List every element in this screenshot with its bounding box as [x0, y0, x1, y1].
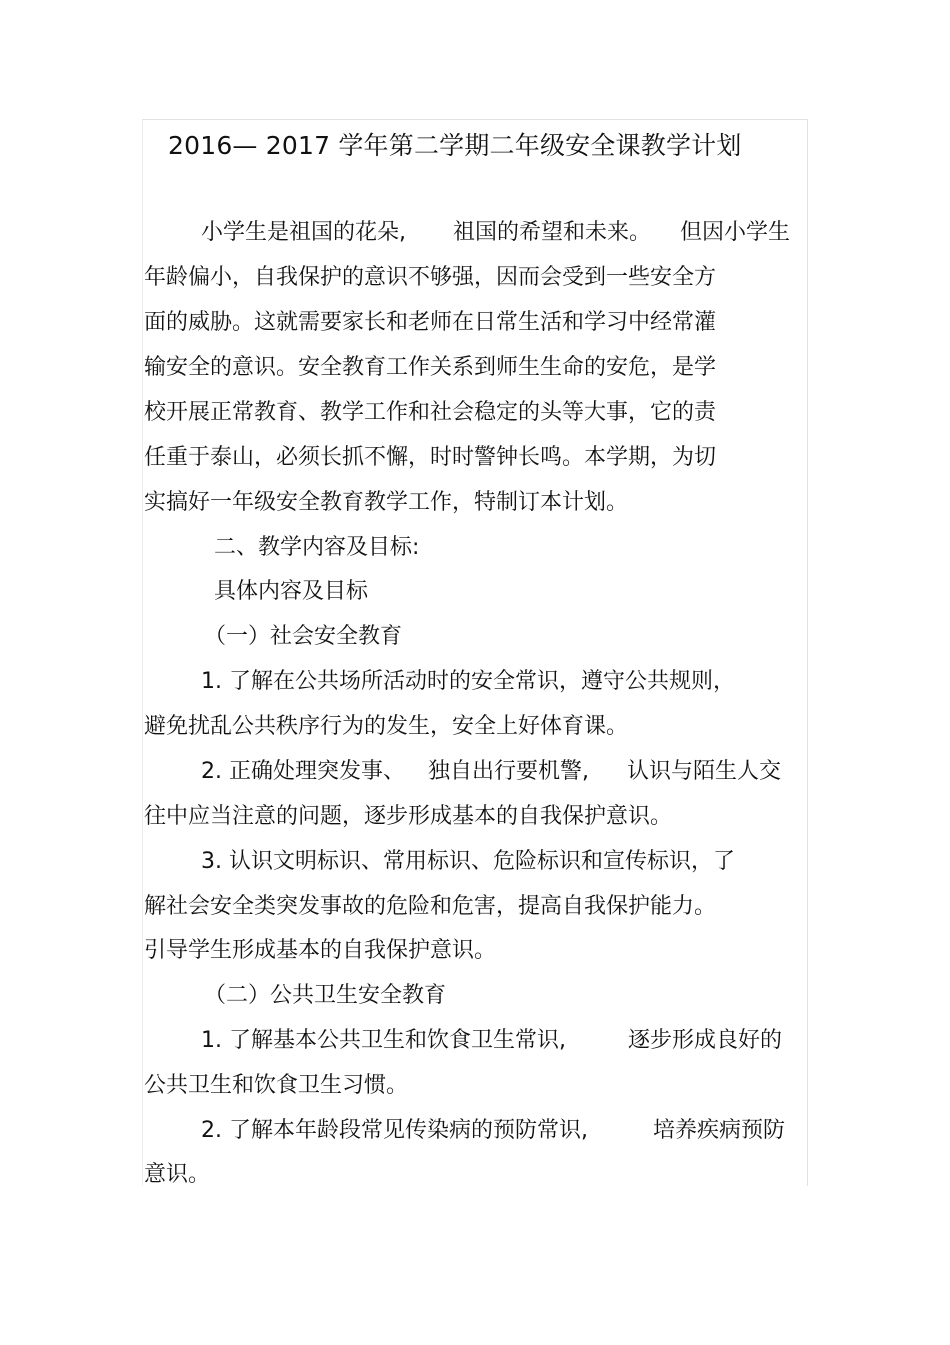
- intro-line-1: [0, 218, 950, 248]
- social-item-3-line-2: 解社会安全类突发事故的危险和危害，提高自我保护能力。: [144, 894, 717, 919]
- social-item-2-part-c: 认识与陌生人交: [627, 759, 782, 784]
- section-subheading: 具体内容及目标: [214, 579, 369, 604]
- hygiene-item-2-part-b: 培养疾病预防: [653, 1118, 786, 1143]
- intro-line-7: 实搞好一年级安全教育教学工作，特制订本计划。: [144, 490, 629, 515]
- social-item-3-line-3: 引导学生形成基本的自我保护意识。: [144, 938, 497, 963]
- intro-line-5: 校开展正常教育、教学工作和社会稳定的头等大事，它的责: [144, 400, 717, 425]
- social-item-3-line-1: 3. 认识文明标识、常用标识、危险标识和宣传标识，了: [201, 849, 735, 874]
- page-title: 2016— 2017 学年第二学期二年级安全课教学计划: [168, 131, 742, 160]
- hygiene-item-1-line-1: [0, 1026, 950, 1056]
- intro-line-1-part-b: 祖国的希望和未来。: [453, 220, 652, 245]
- hygiene-item-2-part-a: 2. 了解本年龄段常见传染病的预防常识,: [201, 1118, 588, 1143]
- intro-line-6: 任重于泰山，必须长抓不懈，时时警钟长鸣。本学期，为切: [144, 445, 717, 470]
- social-item-2-part-a: 2. 正确处理突发事、: [201, 759, 405, 784]
- social-item-2-part-b: 独自出行要机警,: [428, 759, 589, 784]
- social-item-1-line-2: 避免扰乱公共秩序行为的发生，安全上好体育课。: [144, 714, 629, 739]
- intro-line-4: 输安全的意识。安全教育工作关系到师生生命的安危，是学: [144, 355, 717, 380]
- social-item-1-line-1: 1. 了解在公共场所活动时的安全常识，遵守公共规则，: [201, 669, 735, 694]
- intro-line-2: 年龄偏小，自我保护的意识不够强，因而会受到一些安全方: [144, 265, 717, 290]
- hygiene-item-2-line-1: [0, 1116, 950, 1146]
- section-heading: 二、教学内容及目标:: [214, 535, 420, 560]
- hygiene-item-1-part-a: 1. 了解基本公共卫生和饮食卫生常识,: [201, 1028, 566, 1053]
- social-safety-heading: （一）社会安全教育: [204, 624, 403, 649]
- social-item-2-line-2: 往中应当注意的问题，逐步形成基本的自我保护意识。: [144, 804, 673, 829]
- hygiene-item-2-line-2: 意识。: [144, 1162, 211, 1187]
- intro-line-1-part-a: 小学生是祖国的花朵,: [201, 220, 406, 245]
- hygiene-item-1-part-b: 逐步形成良好的: [628, 1028, 783, 1053]
- social-item-2-line-1: [0, 757, 950, 787]
- intro-line-1-part-c: 但因小学生: [680, 220, 791, 245]
- hygiene-safety-heading: （二）公共卫生安全教育: [204, 983, 447, 1008]
- hygiene-item-1-line-2: 公共卫生和饮食卫生习惯。: [144, 1073, 409, 1098]
- intro-line-3: 面的威胁。这就需要家长和老师在日常生活和学习中经常灌: [144, 310, 717, 335]
